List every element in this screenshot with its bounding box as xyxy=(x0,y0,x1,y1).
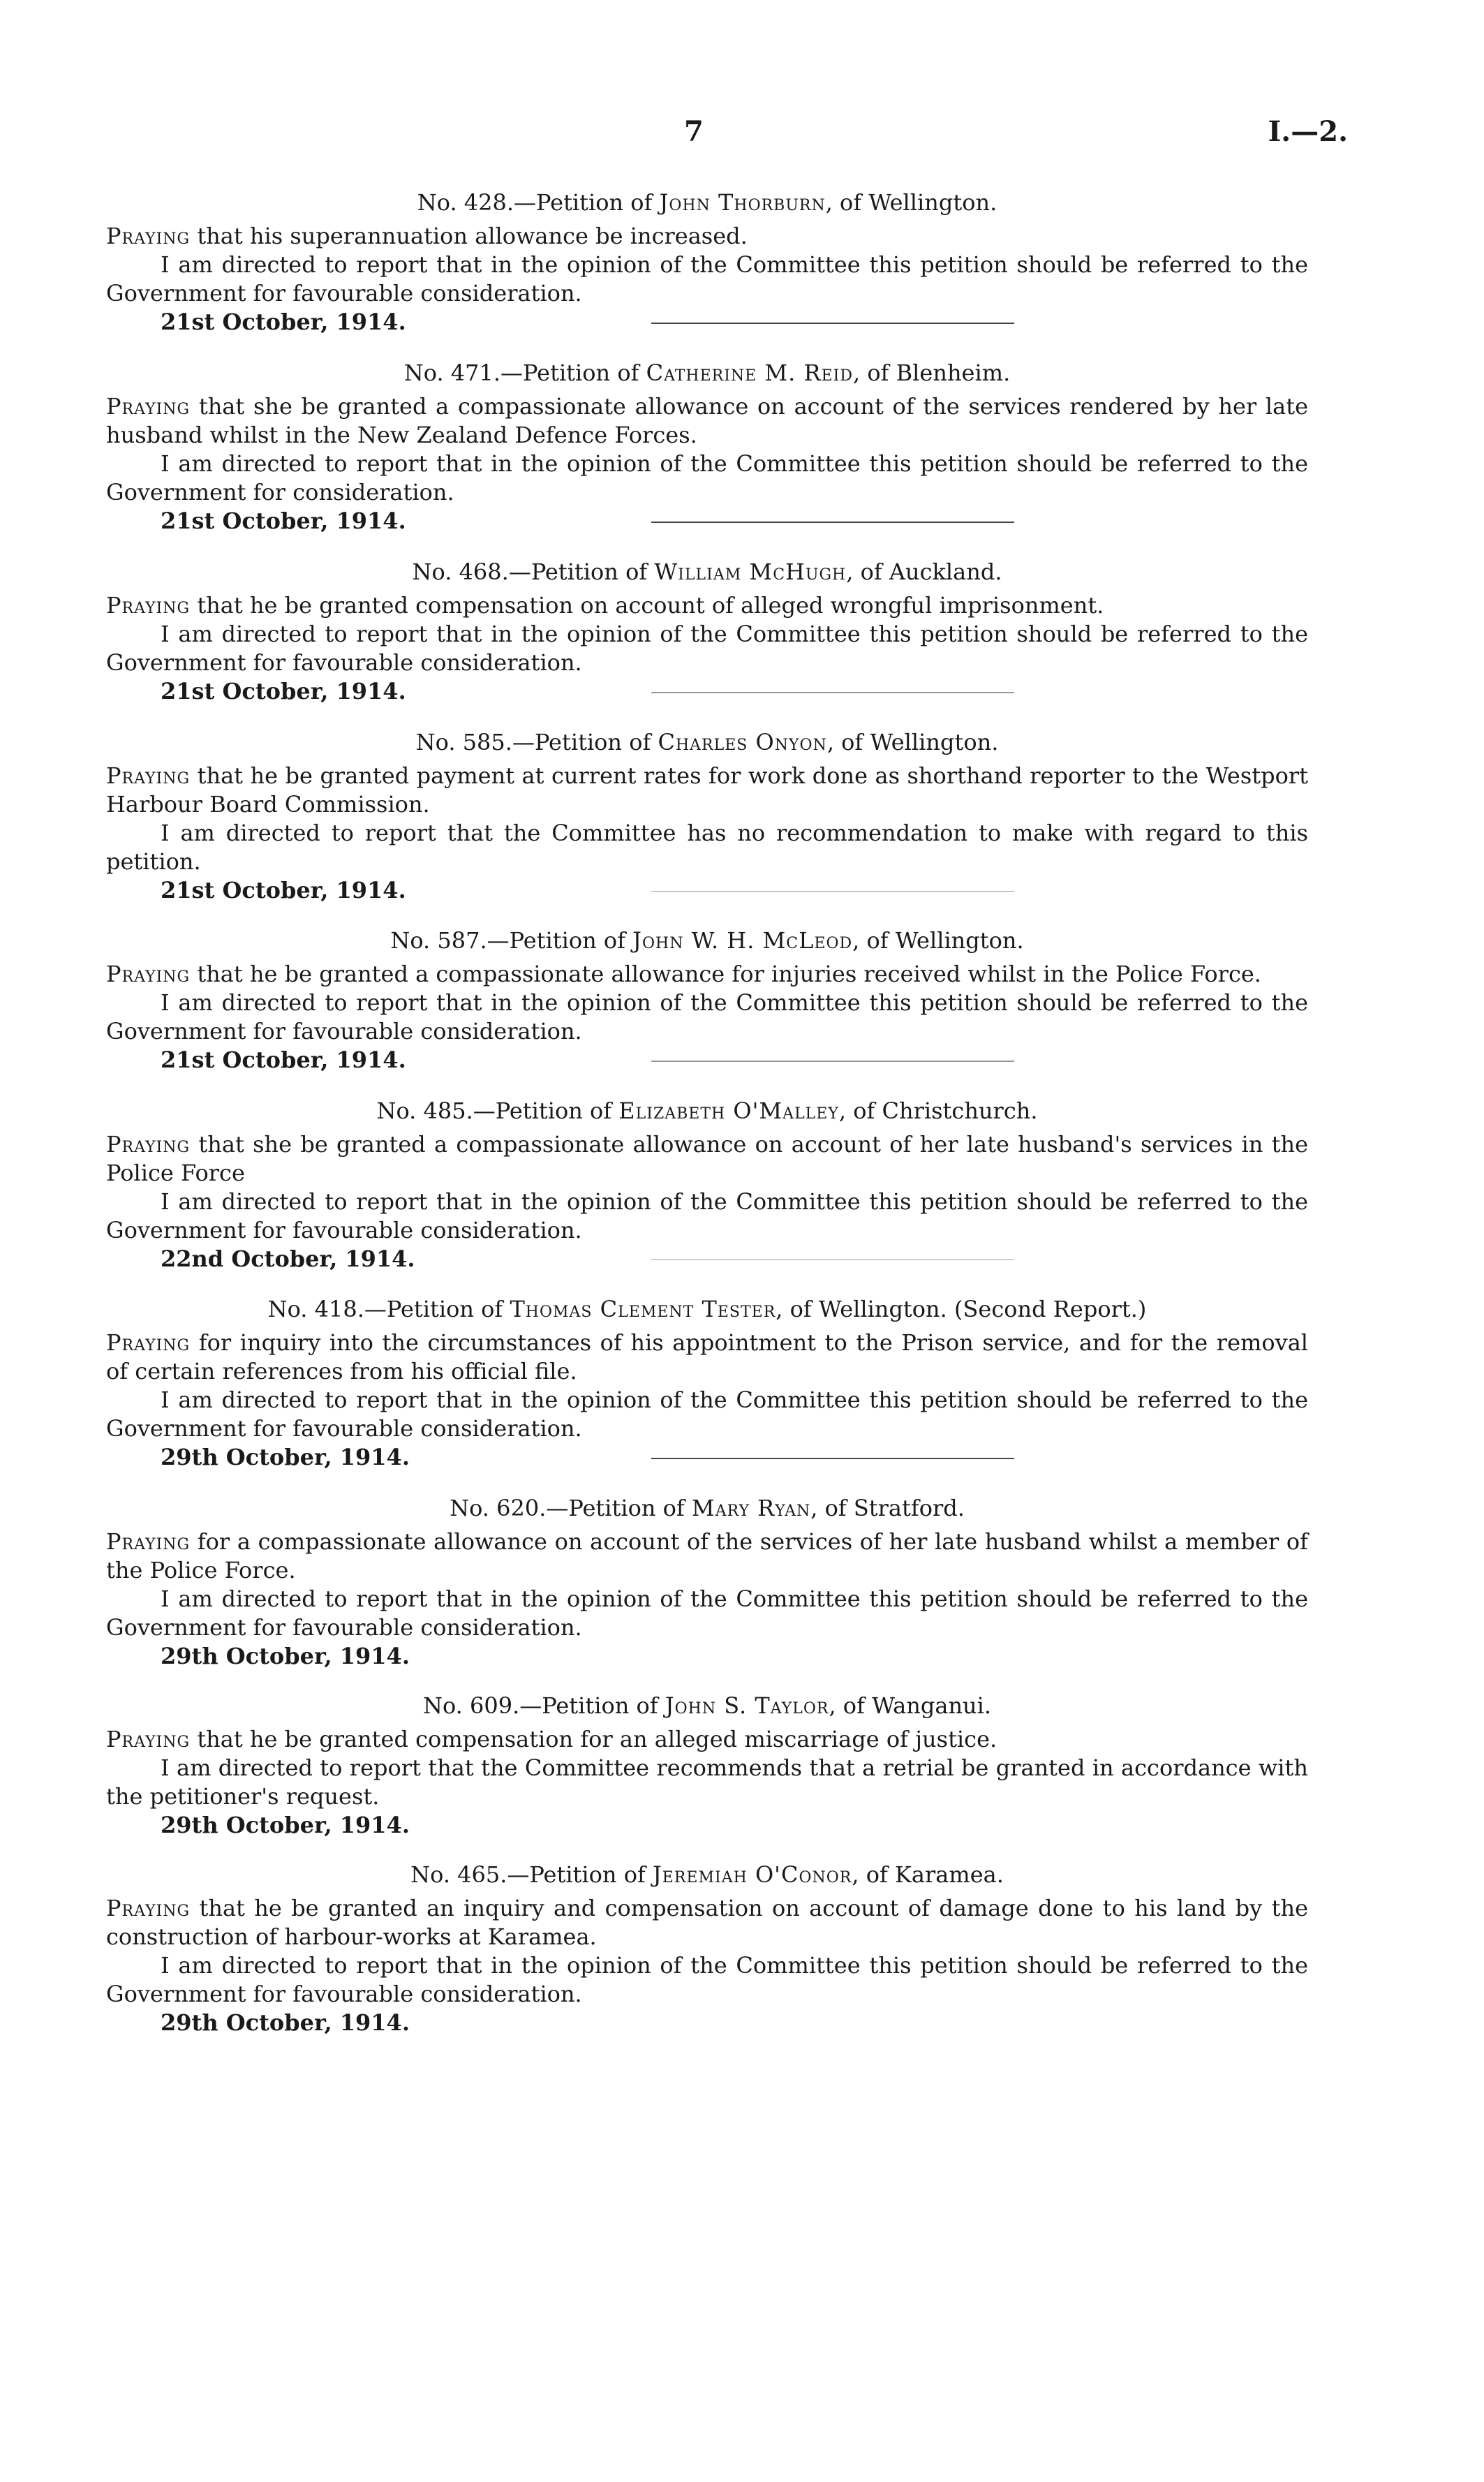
petition-prayer: Praying that he be granted a compassionate allowance for injuries received whilst in the Police Force. xyxy=(106,961,1261,987)
petition-entry xyxy=(106,1859,1308,2037)
petition-prayer: Praying for inquiry into the circumstances of his appointment to the Prison service, and for the removal of certain references from his official file. xyxy=(106,1329,1308,1384)
report-date: 29th October, 1914. xyxy=(161,1812,410,1838)
section-divider xyxy=(651,522,1014,523)
page-number: 7 xyxy=(684,115,704,148)
petitioner-name: Thomas Clement Tester xyxy=(510,1296,776,1322)
report-date: 21st October, 1914. xyxy=(161,678,406,704)
committee-report: I am directed to report that the Committee recommends that a retrial be granted in accordance with the petitioner's request. xyxy=(106,1755,1308,1810)
petition-prayer: Praying that he be granted compensation for an alleged miscarriage of justice. xyxy=(106,1726,997,1752)
committee-report: I am directed to report that in the opinion of the Committee this petition should be referred to the Government for favourable consideration. xyxy=(106,621,1308,676)
section-divider xyxy=(651,323,1014,324)
petition-heading: No. 428.—Petition of John Thorburn, of Wellington. xyxy=(417,189,997,216)
report-date: 29th October, 1914. xyxy=(161,2009,410,2036)
petitioner-name: Jeremiah O'Conor xyxy=(652,1861,852,1888)
committee-report: I am directed to report that the Committee has no recommendation to make with regard to this petition. xyxy=(106,819,1308,875)
petition-heading: No. 471.—Petition of Catherine M. Reid, of Blenheim. xyxy=(403,360,1011,386)
committee-report: I am directed to report that in the opinion of the Committee this petition should be referred to the Government for favourable consideration. xyxy=(106,1387,1308,1442)
committee-report: I am directed to report that in the opinion of the Committee this petition should be referred to the Government for favourable consideration. xyxy=(106,1188,1308,1243)
petitioner-name: John Thorburn xyxy=(659,189,826,216)
petition-entry xyxy=(106,727,1308,906)
petitioner-name: Charles Onyon xyxy=(658,728,827,755)
petitioner-name: Catherine M. Reid xyxy=(646,360,854,386)
page-header xyxy=(0,115,1484,157)
report-date: 29th October, 1914. xyxy=(161,1444,410,1470)
petitioner-name: John S. Taylor xyxy=(665,1692,829,1719)
report-date: 21st October, 1914. xyxy=(161,1047,406,1073)
section-divider xyxy=(651,891,1014,892)
committee-report: I am directed to report that in the opinion of the Committee this petition should be referred to the Government for consideration. xyxy=(106,450,1308,505)
petitioner-name: John W. H. McLeod xyxy=(632,927,853,954)
petition-heading: No. 418.—Petition of Thomas Clement Tester, of Wellington. (Second Report.) xyxy=(267,1296,1147,1322)
petitioner-name: Elizabeth O'Malley xyxy=(618,1097,839,1124)
petition-list xyxy=(106,187,1308,2057)
report-date: 21st October, 1914. xyxy=(161,309,406,335)
petition-entry xyxy=(106,187,1308,338)
section-divider xyxy=(651,1061,1014,1062)
petition-heading: No. 485.—Petition of Elizabeth O'Malley, of Christchurch. xyxy=(376,1097,1038,1124)
petition-prayer: Praying that she be granted a compassionate allowance on account of the services rendered by her late husband whilst in the New Zealand Defence Forces. xyxy=(106,393,1308,448)
document-reference: I.—2. xyxy=(1268,115,1348,148)
petition-entry xyxy=(106,1294,1308,1473)
report-date: 29th October, 1914. xyxy=(161,1643,410,1669)
petition-entry xyxy=(106,1493,1308,1671)
petition-prayer: Praying that he be granted an inquiry and compensation on account of damage done to his land by the construction of harbour-works at Karamea. xyxy=(106,1895,1308,1950)
petition-heading: No. 468.—Petition of William McHugh, of Auckland. xyxy=(412,559,1002,585)
petition-entry xyxy=(106,556,1308,707)
petitioner-name: William McHugh xyxy=(654,559,847,585)
section-divider xyxy=(651,692,1014,693)
committee-report: I am directed to report that in the opinion of the Committee this petition should be referred to the Government for favourable consideration. xyxy=(106,251,1308,306)
petition-prayer: Praying for a compassionate allowance on account of the services of her late husband whilst a member of the Police Force. xyxy=(106,1528,1308,1583)
petition-prayer: Praying that his superannuation allowance be increased. xyxy=(106,223,748,249)
section-divider xyxy=(651,1260,1014,1261)
petition-prayer: Praying that she be granted a compassionate allowance on account of her late husband's services in the Police Force xyxy=(106,1130,1308,1186)
committee-report: I am directed to report that in the opinion of the Committee this petition should be referred to the Government for favourable consideration. xyxy=(106,1586,1308,1641)
report-date: 21st October, 1914. xyxy=(161,508,406,534)
petition-prayer: Praying that he be granted compensation on account of alleged wrongful imprisonment. xyxy=(106,592,1104,619)
petitioner-name: Mary Ryan xyxy=(691,1495,811,1521)
petition-entry xyxy=(106,925,1308,1076)
petition-entry xyxy=(106,1690,1308,1840)
petition-entry xyxy=(106,357,1308,537)
petition-heading: No. 465.—Petition of Jeremiah O'Conor, of Karamea. xyxy=(410,1861,1004,1888)
petition-heading: No. 620.—Petition of Mary Ryan, of Stratford. xyxy=(450,1495,965,1521)
report-date: 21st October, 1914. xyxy=(161,876,406,903)
section-divider xyxy=(651,1458,1014,1459)
petition-prayer: Praying that he be granted payment at current rates for work done as shorthand reporter to the Westport Harbour Board Commission. xyxy=(106,762,1308,818)
committee-report: I am directed to report that in the opinion of the Committee this petition should be referred to the Government for favourable consideration. xyxy=(106,989,1308,1044)
petition-heading: No. 609.—Petition of John S. Taylor, of Wanganui. xyxy=(422,1692,992,1719)
petition-entry xyxy=(106,1095,1308,1275)
petition-heading: No. 587.—Petition of John W. H. McLeod, of Wellington. xyxy=(390,927,1024,954)
report-date: 22nd October, 1914. xyxy=(161,1245,415,1272)
petition-heading: No. 585.—Petition of Charles Onyon, of Wellington. xyxy=(415,728,999,755)
committee-report: I am directed to report that in the opinion of the Committee this petition should be referred to the Government for favourable consideration. xyxy=(106,1952,1308,2007)
